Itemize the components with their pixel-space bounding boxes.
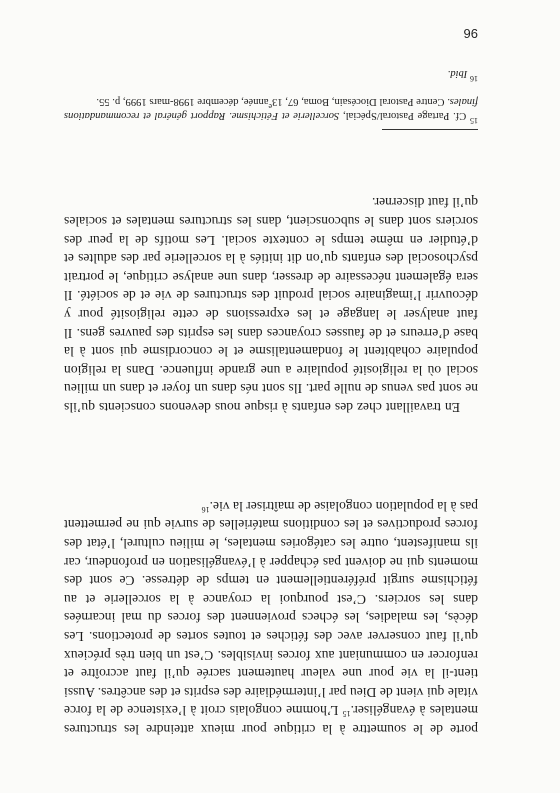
body-paragraph-1 xyxy=(64,496,478,738)
paragraph-1-text-b: L’homme congolais croit à l’existence de la force vitale qui vient de Dieu par l’intermédiaire des esprits et des ancêtres. Aussi tient-il la vie pour une valeur hautement sacrée qu’il faut accroître et renforcer en communiant aux forces invisibles. C’est un bien très précieux qu’il faut conserver avec des fétiches et toutes sortes de protections. Les décès, les maladies, les échecs proviennent des forces du mal incarnées dans les sorciers. C’est pourquoi la croyance à la sorcellerie et au fétichisme surgit préférentiellement en temps de détresse. Ce sont des moments qui ne doivent pas échapper à l’évangélisation en profondeur, car ils manifestent, outre les catégories mentales, le milieu culturel, l’état des forces productives et les conditions matérielles de survie qui ne permettent pas à la population congolaise de maîtriser la vie. xyxy=(64,498,478,719)
footnote-15-title: Sorcellerie et Fétichisme. Rapport général et recommandations finales. xyxy=(64,96,478,121)
footnote-15-source: Centre Pastoral Diocésain, Boma, 67, 13 xyxy=(272,96,448,107)
footnote-16-number: 16 xyxy=(470,74,478,83)
footnote-separator xyxy=(382,129,478,130)
paragraph-1-text-a: porte de le soumettre à la critique pour mieux atteindre les structures mentales à évangéliser. xyxy=(64,703,478,737)
footnote-15 xyxy=(64,94,478,125)
footnote-15-number: 15 xyxy=(470,116,478,125)
footnote-ref-15: 15 xyxy=(342,709,351,719)
footnote-15-date: année, décembre 1998-mars 1999, p. 55. xyxy=(96,96,269,107)
page-number: 96 xyxy=(463,26,478,41)
footnote-16-text: Ibid. xyxy=(447,68,470,79)
footnote-ref-16: 16 xyxy=(201,504,210,514)
footnote-16 xyxy=(64,66,478,83)
footnote-15-ordinal: e xyxy=(268,102,273,111)
body-paragraph-2: En travaillant chez des enfants à risque nous devenons conscients qu’ils ne sont pas venus de nulle part. Ils sont nés dans un foyer et dans un milieu social où la religiosité populaire a une grande influence. Dans la religion populaire cohabitent le fondamentalisme et le concordisme qui sont à la base d’erreurs et de fausses croyances dans les esprits des pauvres gens. Il faut analyser le langage et les expressions de cette religiosité pour y découvrir l’imaginaire social produit des structures de vie et de société. Il sera également nécessaire de dresser, dans une analyse critique, le portrait psychosocial des enfants qu’on dit initiés à la sorcellerie par des adultes et d’étudier en même temps le contexte social. Les motifs de la peur des sorciers sont dans le subconscient, dans les structures mentales et sociales qu’il faut discerner. xyxy=(64,195,478,415)
footnote-15-lead: Cf. Partage Pastoral/Spécial, xyxy=(339,110,470,121)
